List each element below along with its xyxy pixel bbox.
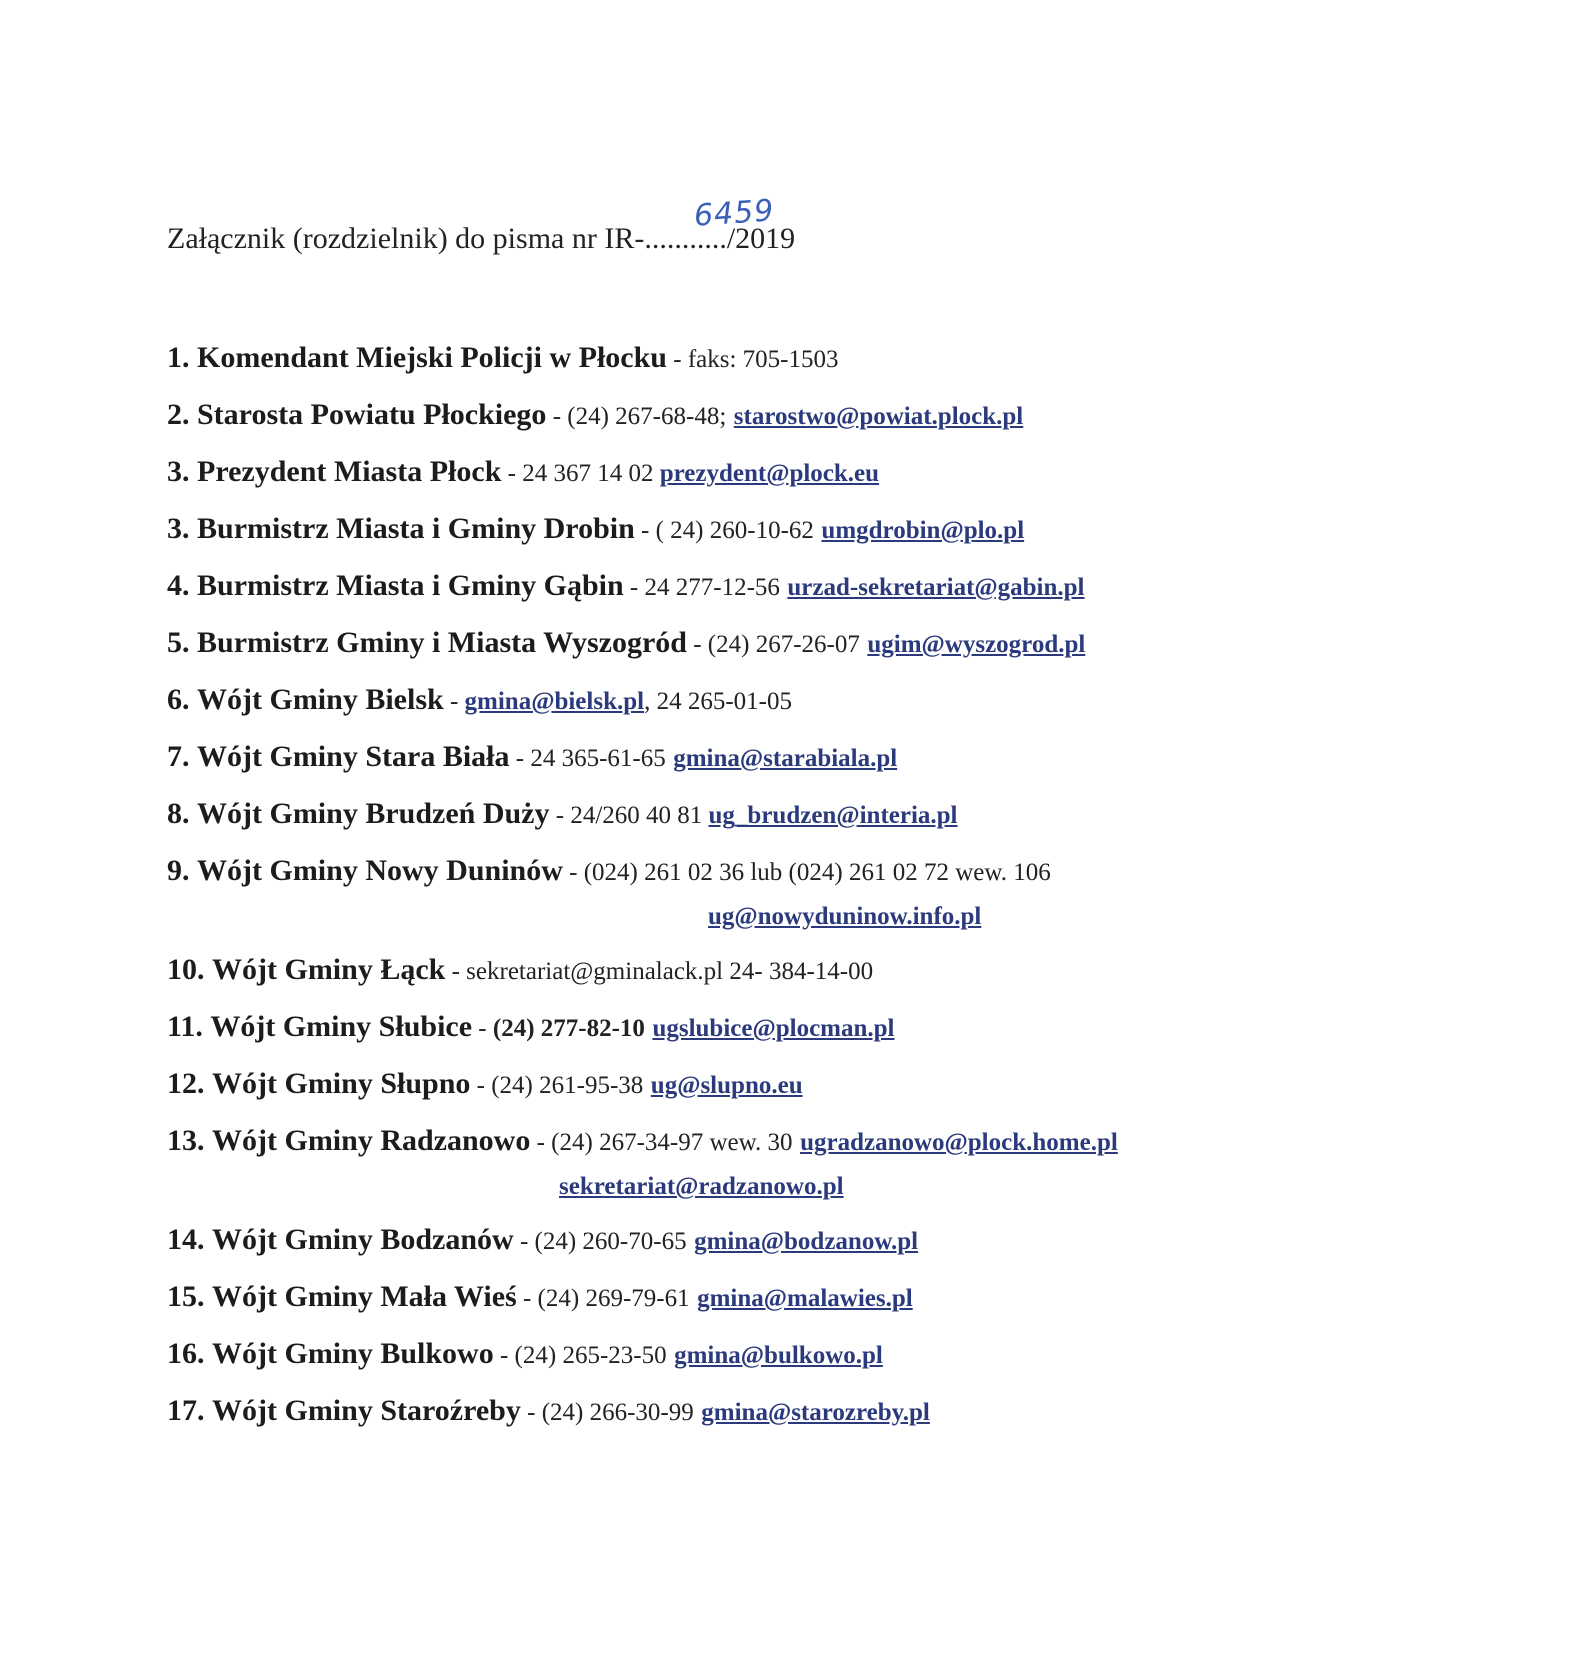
email-link[interactable]: ug@nowyduninow.info.pl [708,903,982,930]
contact-info: 24 367 14 02 [522,460,660,487]
header-suffix: /2019 [726,222,796,255]
contact-info: , 24 265-01-05 [644,688,792,715]
email-link[interactable]: gmina@starabiala.pl [673,745,898,772]
separator: - [546,403,568,430]
item-number: 2. [167,398,190,431]
separator: - [445,958,467,985]
recipient-name: Wójt Gminy Mała Wieś [212,1280,517,1313]
email-link[interactable]: ugradzanowo@plock.home.pl [800,1129,1118,1156]
separator: - [634,517,656,544]
item-number: 4. [167,569,190,602]
list-item [167,1113,1467,1170]
item-number: 14. [167,1223,205,1256]
email-link[interactable]: gmina@bielsk.pl [464,688,645,715]
recipient-name: Wójt Gminy Stara Biała [197,740,510,773]
separator: - [530,1129,552,1156]
separator: - [623,574,645,601]
email-link[interactable]: urzad-sekretariat@gabin.pl [787,574,1085,601]
item-number: 11. [167,1010,203,1043]
separator: - [549,802,571,829]
list-item [167,330,1467,387]
recipient-list [167,330,1467,1440]
handwritten-number: 6459 [693,193,776,234]
email-link[interactable]: gmina@malawies.pl [697,1285,913,1312]
recipient-name: Wójt Gminy Słubice [210,1010,473,1043]
email-link[interactable]: gmina@starozreby.pl [701,1399,930,1426]
header-dots: ........... [644,222,727,255]
recipient-name: Komendant Miejski Policji w Płocku [197,341,667,374]
list-item [167,1056,1467,1113]
recipient-name: Wójt Gminy Bielsk [197,683,444,716]
contact-info: faks: 705-1503 [687,346,839,373]
contact-info: (24) 260-70-65 [534,1228,687,1255]
contact-info: 24 277-12-56 [644,574,780,601]
list-item [167,999,1467,1056]
list-item [167,729,1467,786]
separator: - [472,1015,493,1042]
separator: - [686,631,708,658]
separator: - [513,1228,535,1255]
contact-info: (24) 267-68-48; [567,403,727,430]
item-number: 7. [167,740,190,773]
list-item [167,615,1467,672]
separator: - [443,688,465,715]
list-item [167,387,1467,444]
list-item [167,843,1467,900]
contact-info: (24) 267-34-97 wew. 30 [551,1129,793,1156]
recipient-name: Burmistrz Miasta i Gminy Gąbin [197,569,624,602]
contact-info: 24 365-61-65 [530,745,666,772]
item-number: 3. [167,512,190,545]
list-item [167,1383,1467,1440]
list-item-continuation [167,896,1467,938]
list-item [167,501,1467,558]
recipient-name: Wójt Gminy Nowy Duninów [197,854,563,887]
item-number: 13. [167,1124,205,1157]
email-link[interactable]: gmina@bodzanow.pl [694,1228,919,1255]
list-item [167,786,1467,843]
item-number: 17. [167,1394,205,1427]
item-number: 8. [167,797,190,830]
list-item-continuation [167,1166,1467,1208]
contact-info: (24) 267-26-07 [707,631,860,658]
item-number: 6. [167,683,190,716]
recipient-name: Burmistrz Gminy i Miasta Wyszogród [197,626,687,659]
email-link[interactable]: ug@slupno.eu [650,1072,803,1099]
contact-info: (24) 269-79-61 [537,1285,690,1312]
email-link[interactable]: ugslubice@plocman.pl [652,1015,895,1042]
item-number: 5. [167,626,190,659]
recipient-name: Burmistrz Miasta i Gminy Drobin [197,512,635,545]
contact-info: ( 24) 260-10-62 [655,517,814,544]
list-item [167,558,1467,615]
item-number: 1. [167,341,190,374]
contact-info: (024) 261 02 36 lub (024) 261 02 72 wew. 106 [583,859,1051,886]
contact-info: sekretariat@gminalack.pl 24- 384-14-00 [466,958,874,985]
recipient-name: Wójt Gminy Bulkowo [212,1337,494,1370]
recipient-name: Wójt Gminy Brudzeń Duży [197,797,550,830]
item-number: 16. [167,1337,205,1370]
separator: - [509,745,531,772]
email-link[interactable]: prezydent@plock.eu [659,460,880,487]
recipient-name: Wójt Gminy Łąck [212,953,446,986]
separator: - [666,346,688,373]
item-number: 10. [167,953,205,986]
list-item [167,942,1467,999]
email-link[interactable]: ugim@wyszogrod.pl [867,631,1086,658]
recipient-name: Wójt Gminy Słupno [212,1067,471,1100]
separator: - [562,859,584,886]
contact-info: (24) 261-95-38 [491,1072,644,1099]
list-item [167,1326,1467,1383]
email-link[interactable]: sekretariat@radzanowo.pl [559,1173,844,1200]
recipient-name: Wójt Gminy Radzanowo [212,1124,531,1157]
email-link[interactable]: ug_brudzen@interia.pl [708,802,958,829]
header-prefix: Załącznik (rozdzielnik) do pisma nr IR- [167,222,645,255]
email-link[interactable]: gmina@bulkowo.pl [674,1342,883,1369]
email-link[interactable]: starostwo@powiat.plock.pl [733,403,1024,430]
separator: - [516,1285,538,1312]
separator: - [470,1072,492,1099]
recipient-name: Wójt Gminy Staroźreby [212,1394,521,1427]
list-item [167,672,1467,729]
contact-info: 24/260 40 81 [570,802,709,829]
list-item [167,1269,1467,1326]
contact-info: (24) 277-82-10 [492,1015,645,1042]
recipient-name: Starosta Powiatu Płockiego [197,398,547,431]
recipient-name: Prezydent Miasta Płock [197,455,502,488]
item-number: 9. [167,854,190,887]
list-item [167,1212,1467,1269]
contact-info: (24) 266-30-99 [541,1399,694,1426]
list-item [167,444,1467,501]
item-number: 12. [167,1067,205,1100]
separator: - [493,1342,515,1369]
attachment-header [167,193,796,256]
item-number: 3. [167,455,190,488]
recipient-name: Wójt Gminy Bodzanów [212,1223,514,1256]
separator: - [520,1399,542,1426]
separator: - [501,460,523,487]
contact-info: (24) 265-23-50 [514,1342,667,1369]
item-number: 15. [167,1280,205,1313]
email-link[interactable]: umgdrobin@plo.pl [821,517,1025,544]
